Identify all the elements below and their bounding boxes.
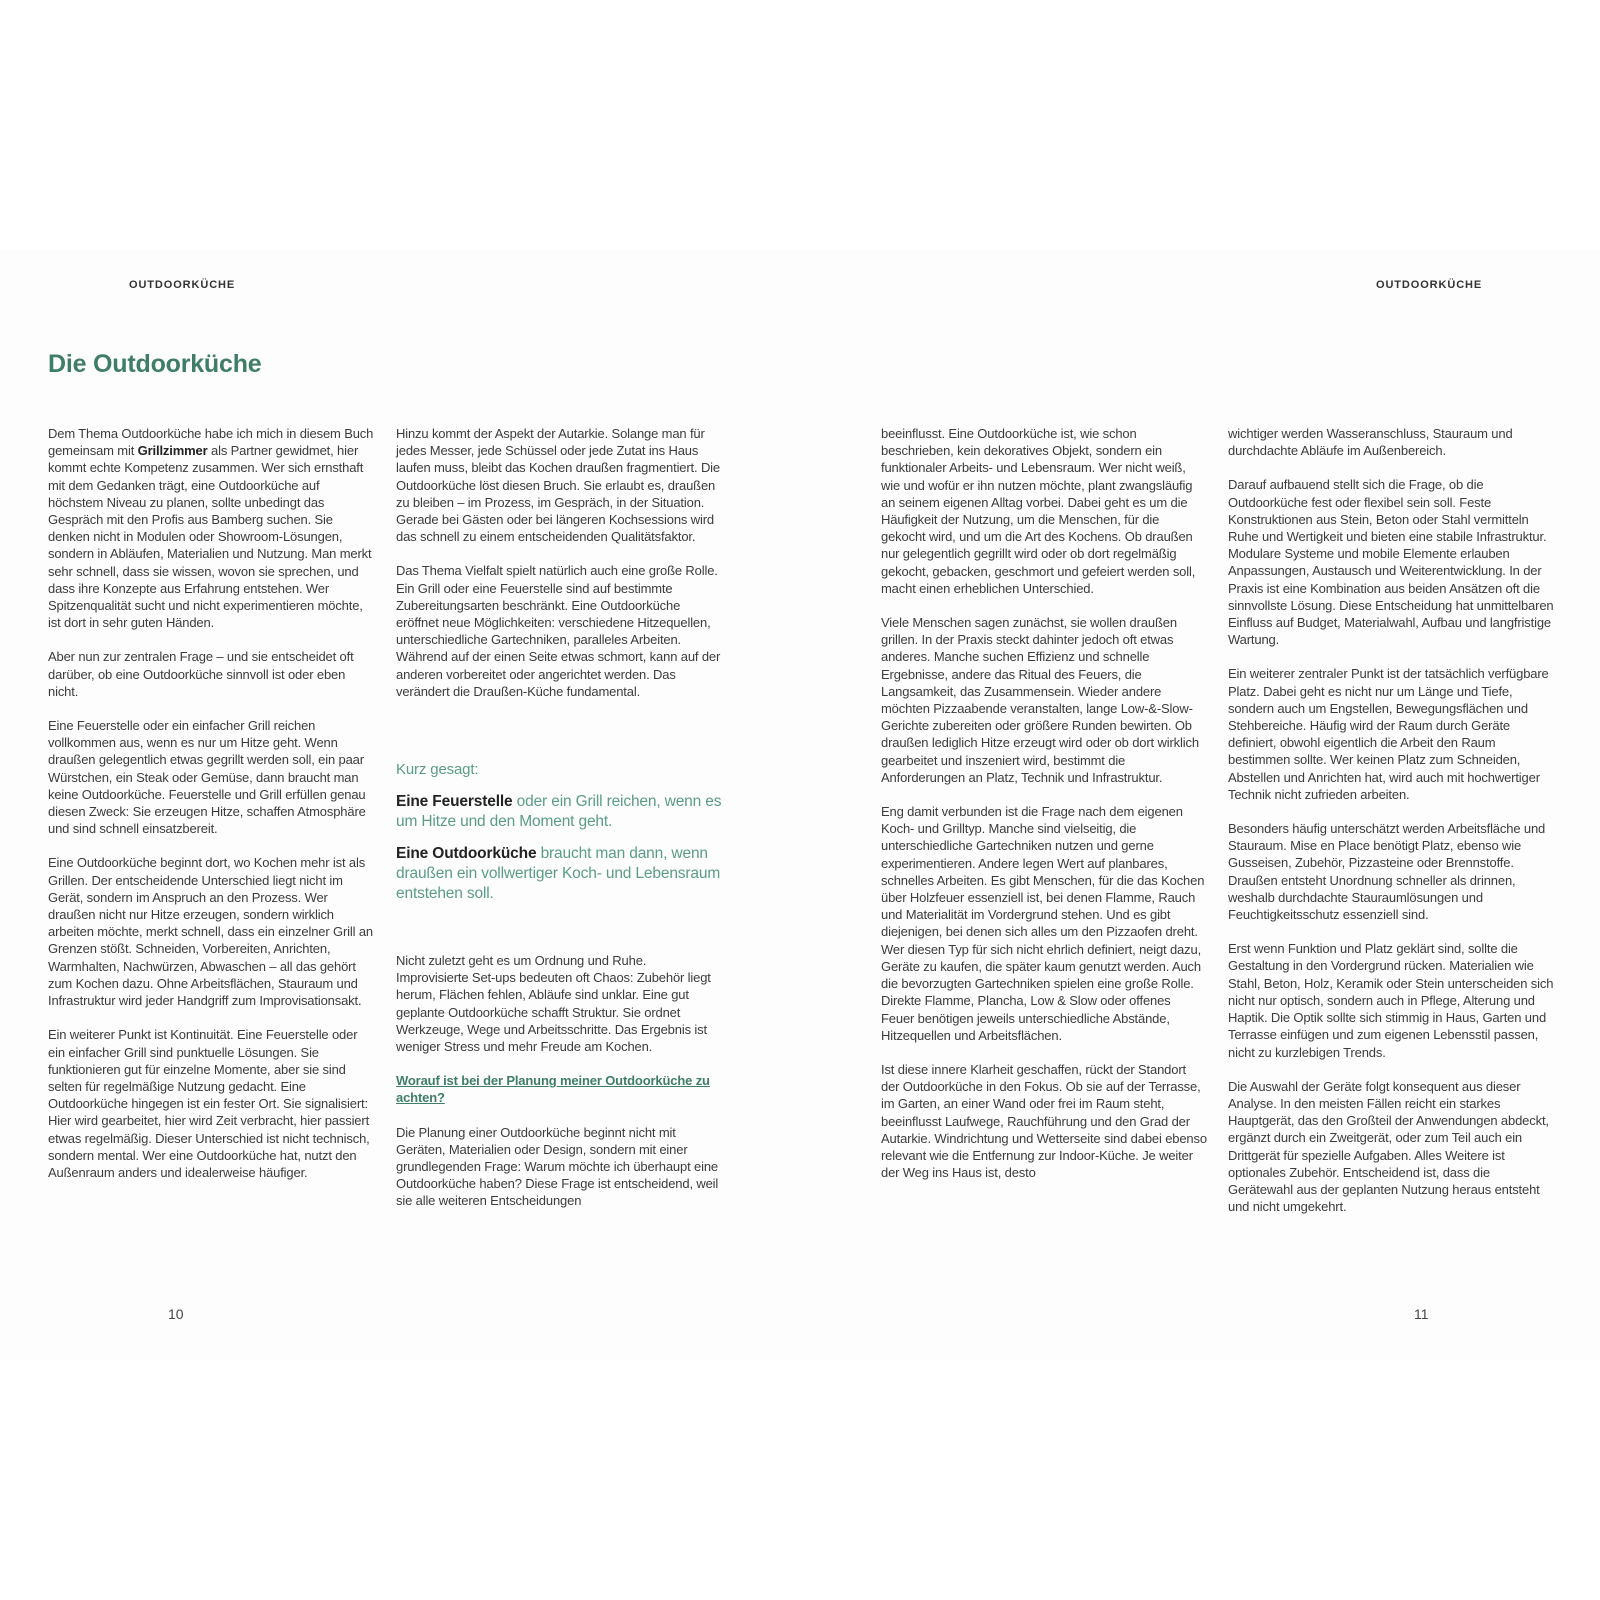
paragraph: Erst wenn Funktion und Platz geklärt sind, sollte die Gestaltung in den Vordergrund rücken. Materialien wie Stahl, Beton, Holz, Keramik oder Stein unterscheiden sich nicht nur optisch, sondern auch in Pflege, Alterung und Haptik. Die Optik sollte sich stimmig in Haus, Garten und Terrasse einfügen und zum eigenen Lebensstil passen, nicht zu kurzlebigen Trends. (1228, 941, 1554, 1060)
text-column-4 (1228, 425, 1558, 1232)
text-column-2 (396, 425, 722, 1227)
paragraph: Ist diese innere Klarheit geschaffen, rückt der Standort der Outdoorküche in den Fokus. Ob sie auf der Terrasse, im Garten, an einer Wand oder frei im Raum steht, beeinflusst Laufwege, Rauchführung und den Grad der Autarkie. Windrichtung und Wetterseite sind dabei ebenso relevant wie die Entfernung zur Indoor-Küche. Je weiter der Weg ins Haus ist, desto (881, 1061, 1207, 1181)
running-head-right: OUTDOORKÜCHE (1376, 279, 1483, 291)
paragraph: Ein weiterer Punkt ist Kontinuität. Eine Feuerstelle oder ein einfacher Grill sind punktuelle Lösungen. Sie funktionieren gut für einzelne Momente, aber sie sind selten für regelmäßige Nutzung gedacht. Eine Outdoorküche hingegen ist ein fester Ort. Sie signalisiert: Hier wird gearbeitet, hier wird Zeit verbracht, hier passiert etwas regelmäßig. Dieser Unterschied ist nicht technisch, sondern mental. Wer eine Outdoorküche hat, nutzt den Außenraum anders und idealerweise häufiger. (48, 1027, 370, 1180)
paragraph: Eine Feuerstelle oder ein einfacher Grill reichen vollkommen aus, wenn es nur um Hitze geht. Wenn draußen gelegentlich etwas gegrillt werden soll, ein paar Würstchen, ein Steak oder Gemüse, dann braucht man keine Outdoorküche. Feuerstelle und Grill erfüllen genau diesen Zweck: Sie erzeugen Hitze, schaffen Atmosphäre und sind schnell einsatzbereit. (48, 718, 366, 837)
paragraph: Dem Thema Outdoorküche habe ich mich in diesem Buch gemeinsam mit Grillzimmer als Partner gewidmet, hier kommt echte Kompetenz zusammen. Wer sich ernsthaft mit dem Gedanken trägt, eine Outdoorküche auf höchstem Niveau zu planen, sollte unbedingt das Gespräch mit den Profis aus Bamberg suchen. Sie denken nicht in Modulen oder Showroom-Lösungen, sondern in Abläufen, Materialien und Nutzung. Man merkt sehr schnell, dass sie wissen, wovon sie sprechen, und dass ihre Konzepte aus Erfahrung entstehen. Wer Spitzenqualität sucht und nicht experimentieren möchte, ist dort in sehr guten Händen. (48, 426, 374, 631)
paragraph: Die Auswahl der Geräte folgt konsequent aus dieser Analyse. In den meisten Fällen reicht ein starkes Hauptgerät, das den Großteil der Anwendungen abdeckt, ergänzt durch ein Zweitgerät, oder zum Teil auch ein Drittgerät für spezielle Aufgaben. Alles Weitere ist optionales Zubehör. Entscheidend ist, dass die Gerätewahl aus der geplanten Nutzung heraus entsteht und nicht umgekehrt. (1228, 1078, 1549, 1215)
callout-lead: Kurz gesagt: (396, 761, 479, 779)
partner-name: Grillzimmer (137, 443, 208, 459)
section-subheading: Worauf ist bei der Planung meiner Outdoorküche zu achten? (396, 1073, 710, 1106)
paragraph: Aber nun zur zentralen Frage – und sie entscheidet oft darüber, ob eine Outdoorküche sinnvoll ist oder eben nicht. (48, 649, 354, 699)
paragraph: Hinzu kommt der Aspekt der Autarkie. Solange man für jedes Messer, jede Schüssel oder jede Zutat ins Haus laufen muss, bleibt das Kochen draußen fragmentiert. Die Outdoorküche löst diesen Bruch. Sie erlaubt es, draußen zu bleiben – im Prozess, im Gespräch, in der Situation. Gerade bei Gästen oder bei längeren Kochsessions wird das schnell zu einem entscheidenden Qualitätsfaktor. (396, 426, 721, 545)
paragraph: Eng damit verbunden ist die Frage nach dem eigenen Koch- und Grilltyp. Manche sind vielseitig, die unterschiedliche Gartechniken nutzen und gerne experimentieren. Andere legen Wert auf planbares, schnelles Arbeiten. Es gibt Menschen, für die das Kochen über Holzfeuer essenziell ist, bei denen Flamme, Rauch und Materialität im Vordergrund stehen. Und es gibt diejenigen, bei denen sich alles um den Pizzaofen dreht. Wer diesen Typ für sich nicht ehrlich definiert, neigt dazu, Geräte zu kaufen, die später kaum genutzt werden. Auch die bevorzugten Gartechniken spielen eine große Rolle. Direkte Flamme, Plancha, Low & Slow oder offenes Feuer benötigen jeweils unterschiedliche Abstände, Hitzequellen und Arbeitsflächen. (881, 804, 1205, 1043)
page-number-left: 10 (168, 1306, 184, 1322)
paragraph: wichtiger werden Wasseranschluss, Stauraum und durchdachte Abläufe im Außenbereich. (1228, 426, 1513, 459)
paragraph: beeinflusst. Eine Outdoorküche ist, wie schon beschrieben, kein dekoratives Objekt, sondern ein funktionaler Arbeits- und Lebensraum. Wer nicht weiß, wie und wofür er ihn nutzen möchte, plant zwangsläufig an seinem eigenen Alltag vorbei. Dabei geht es um die Häufigkeit der Nutzung, um die Menschen, für die gekocht wird, und um die Art des Kochens. Ob draußen nur gelegentlich gegrillt wird oder ob dort regelmäßig gekocht, gebacken, geschmort und gefeiert werden soll, macht einen erheblichen Unterschied. (881, 426, 1196, 596)
paragraph: Viele Menschen sagen zunächst, sie wollen draußen grillen. In der Praxis steckt dahinter jedoch oft etwas anderes. Manche suchen Effizienz und schnelle Ergebnisse, andere das Ritual des Feuers, die Langsamkeit, das Zusammensein. Wieder andere möchten Pizzaabende veranstalten, lange Low-&-Slow-Gerichte zubereiten oder größere Runden bewirten. Ob draußen lediglich Hitze erzeugt wird oder ob dort wirklich gearbeitet und inszeniert wird, bestimmt die Anforderungen an Platz, Technik und Infrastruktur. (881, 615, 1199, 785)
running-head-left: OUTDOORKÜCHE (129, 279, 236, 291)
text-column-1 (48, 425, 374, 1198)
paragraph: Nicht zuletzt geht es um Ordnung und Ruhe. Improvisierte Set-ups bedeuten oft Chaos: Zubehör liegt herum, Flächen fehlen, Abläufe sind unklar. Eine gut geplante Outdoorküche schafft Struktur. Sie ordnet Werkzeuge, Wege und Arbeitsschritte. Das Ergebnis ist weniger Stress und mehr Freude am Kochen. (396, 953, 711, 1055)
page-number-right: 11 (1414, 1306, 1429, 1322)
callout-point: Eine Outdoorküche braucht man dann, wenn draußen ein vollwertiger Koch- und Lebensraum entstehen soll. (396, 845, 721, 903)
paragraph: Die Planung einer Outdoorküche beginnt nicht mit Geräten, Materialien oder Design, sondern mit einer grundlegenden Frage: Warum möchte ich überhaupt eine Outdoorküche haben? Diese Frage ist entscheidend, weil sie alle weiteren Entscheidungen (396, 1124, 719, 1209)
paragraph: Eine Outdoorküche beginnt dort, wo Kochen mehr ist als Grillen. Der entscheidende Unterschied liegt nicht im Gerät, sondern im Anspruch an den Prozess. Wer draußen nicht nur Hitze erzeugen, sondern wirklich arbeiten möchte, merkt schnell, dass ein einzelner Grill an Grenzen stößt. Schneiden, Vorbereiten, Anrichten, Warmhalten, Nachwürzen, Abwaschen – all das gehört zum Kochen dazu. Ohne Arbeitsflächen, Stauraum und Infrastruktur wird jeder Handgriff zum Improvisationsakt. (48, 855, 373, 1009)
paragraph: Darauf aufbauend stellt sich die Frage, ob die Outdoorküche fest oder flexibel sein soll. Feste Konstruktionen aus Stein, Beton oder Stahl vermitteln Ruhe und Wertigkeit und bieten eine stabile Infrastruktur. Modulare Systeme und mobile Elemente erlauben Anpassungen, Austausch und Weiterentwicklung. In der Praxis ist eine Kombination aus beiden Ansätzen oft die sinnvollste Lösung. Diese Entscheidung hat unmittelbaren Einfluss auf Budget, Materialwahl, Aufbau und langfristige Wartung. (1228, 477, 1554, 648)
paragraph: Das Thema Vielfalt spielt natürlich auch eine große Rolle. Ein Grill oder eine Feuerstelle sind auf bestimmte Zubereitungsarten beschränkt. Eine Outdoorküche eröffnet neue Möglichkeiten: verschiedene Hitzequellen, unterschiedliche Gartechniken, paralleles Arbeiten. Während auf der einen Seite etwas schmort, kann auf der anderen vorbereitet oder angerichtet werden. Das verändert die Draußen-Küche fundamental. (396, 563, 721, 699)
paragraph: Ein weiterer zentraler Punkt ist der tatsächlich verfügbare Platz. Dabei geht es nicht nur um Länge und Tiefe, sondern auch um Engstellen, Bewegungsflächen und Stehbereiche. Häufig wird der Raum durch Geräte definiert, obwohl eigentlich die Arbeit den Raum bestimmen sollte. Wer keinen Platz zum Schneiden, Abstellen und Anrichten hat, wird auch mit hochwertiger Technik nicht zufrieden arbeiten. (1228, 666, 1549, 802)
text-column-3 (881, 425, 1207, 1198)
callout-point: Eine Feuerstelle oder ein Grill reichen, wenn es um Hitze und den Moment geht. (396, 793, 722, 831)
page-title: Die Outdoorküche (48, 350, 262, 378)
summary-callout (396, 760, 722, 904)
paragraph: Besonders häufig unterschätzt werden Arbeitsfläche und Stauraum. Mise en Place benötigt Platz, ebenso wie Gusseisen, Zubehör, Pizzasteine oder Brennstoffe. Draußen entsteht Unordnung schneller als drinnen, weshalb durchdachte Stauraumlösungen und Feuchtigkeitsschutz essenziell sind. (1228, 821, 1546, 923)
